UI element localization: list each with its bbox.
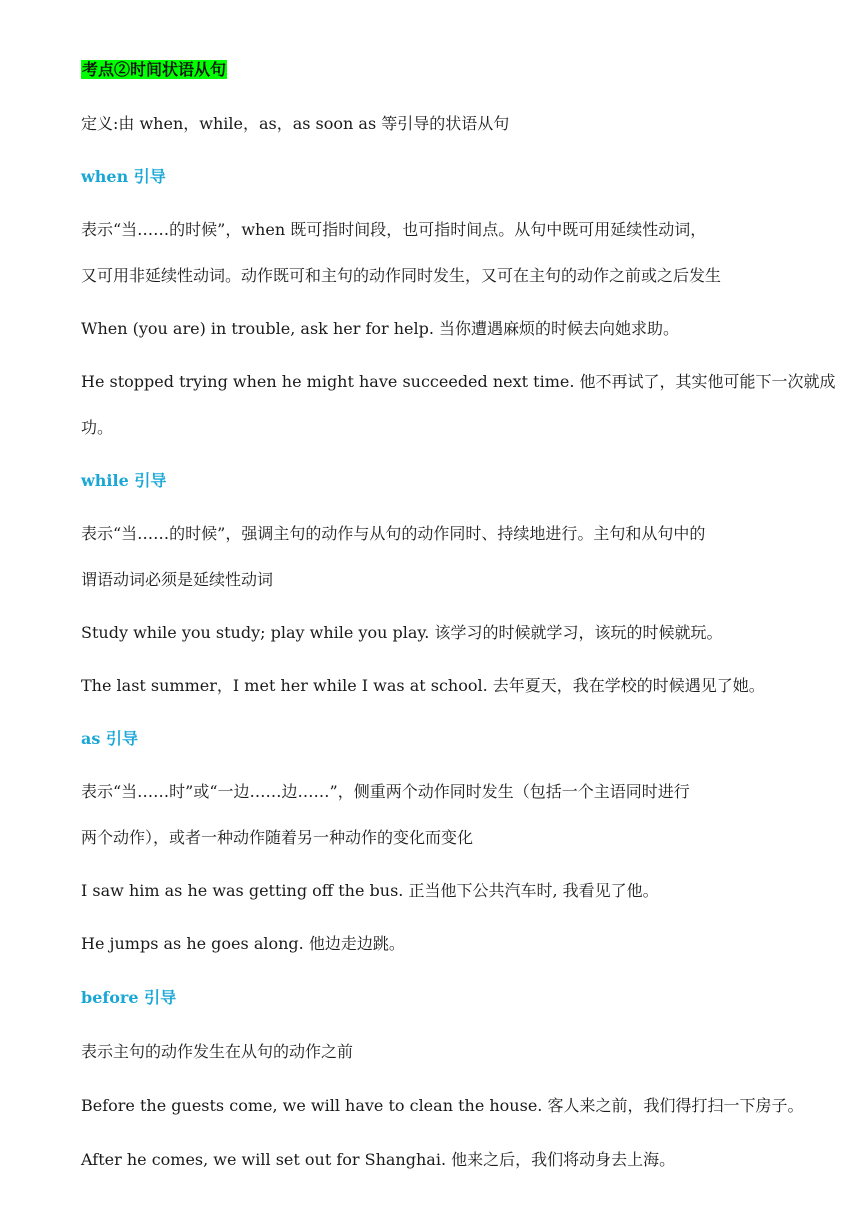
while-example-2: The last summer，I met her while I was at school. 去年夏天，我在学校的时候遇见了她。: [81, 676, 765, 695]
before-example-1: Before the guests come, we will have to clean the house. 客人来之前，我们得打扫一下房子。: [81, 1096, 804, 1115]
while-desc-line-2: 谓语动词必须是延续性动词: [81, 570, 274, 589]
before-example-2: After he comes, we will set out for Shanghai. 他来之后，我们将动身去上海。: [81, 1150, 676, 1169]
subhead-as: as 引导: [81, 729, 138, 748]
as-example-1: I saw him as he was getting off the bus. 正当他下公共汽车时, 我看见了他。: [81, 881, 659, 900]
subhead-while: while 引导: [81, 471, 167, 490]
as-desc-line-2: 两个动作），或者一种动作随着另一种动作的变化而变化: [81, 828, 474, 847]
before-desc-line-1: 表示主句的动作发生在从句的动作之前: [81, 1042, 354, 1061]
subhead-before: before 引导: [81, 988, 177, 1007]
section-title-line: [81, 58, 227, 82]
subhead-when: when 引导: [81, 167, 166, 186]
when-example-2-cont: 功。: [81, 418, 114, 437]
when-desc-line-2: 又可用非延续性动词。动作既可和主句的动作同时发生，又可在主句的动作之前或之后发生: [81, 266, 722, 285]
while-desc-line-1: 表示“当……的时候”，强调主句的动作与从句的动作同时、持续地进行。主句和从句中的: [81, 524, 706, 543]
as-desc-line-1: 表示“当……时”或“一边……边……”，侧重两个动作同时发生（包括一个主语同时进行: [81, 782, 690, 801]
as-example-2: He jumps as he goes along. 他边走边跳。: [81, 934, 405, 953]
when-example-2: He stopped trying when he might have succeeded next time. 他不再试了，其实他可能下一次就成: [81, 372, 836, 391]
while-example-1: Study while you study; play while you play. 该学习的时候就学习，该玩的时候就玩。: [81, 623, 723, 642]
when-desc-line-1: 表示“当……的时候”，when 既可指时间段，也可指时间点。从句中既可用延续性动词，: [81, 220, 707, 239]
when-example-1: When (you are) in trouble, ask her for help. 当你遭遇麻烦的时候去向她求助。: [81, 319, 680, 338]
section-title: 考点②时间状语从句: [82, 60, 227, 79]
definition-text: 定义:由 when，while，as，as soon as 等引导的状语从句: [81, 114, 510, 133]
